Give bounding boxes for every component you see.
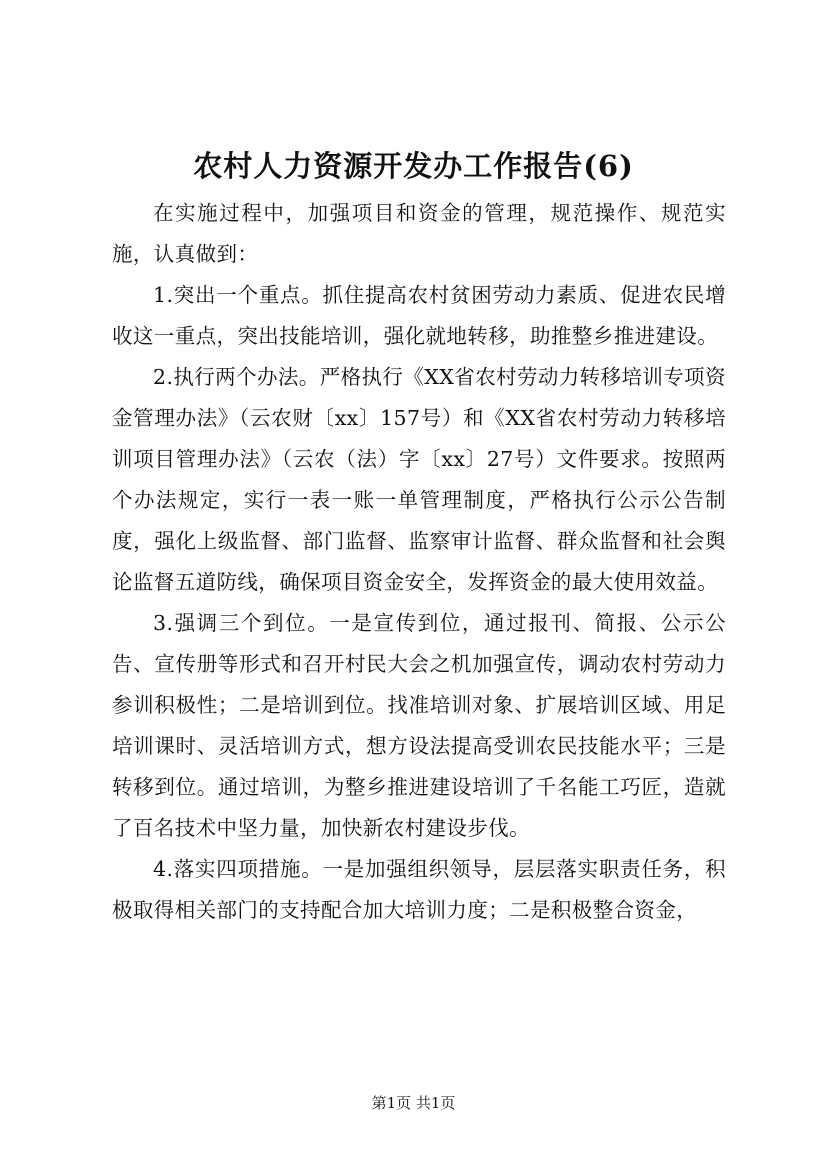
page-number-footer: 第1页 共1页 <box>371 1094 456 1112</box>
paragraph-item-4: 4.落实四项措施。一是加强组织领导，层层落实职责任务，积极取得相关部门的支持配合加大培训力度；二是积极整合资金， <box>112 857 726 922</box>
paragraph-intro: 在实施过程中，加强项目和资金的管理，规范操作、规范实施，认真做到： <box>112 201 726 266</box>
paragraph-item-3: 3.强调三个到位。一是宣传到位，通过报刊、简报、公示公告、宣传册等形式和召开村民大会之机加强宣传，调动农村劳动力参训积极性；二是培训到位。找准培训对象、扩展培训区域、用足培训课时、灵活培训方式，想方设法提高受训农民技能水平；三是转移到位。通过培训，为整乡推进建设培训了千名能工巧匠，造就了百名技术中坚力量，加快新农村建设步伐。 <box>112 611 726 840</box>
document-body <box>112 193 726 931</box>
paragraph-item-1: 1.突出一个重点。抓住提高农村贫困劳动力素质、促进农民增收这一重点，突出技能培训，强化就地转移，助推整乡推进建设。 <box>112 283 726 348</box>
document-title: 农村人力资源开发办工作报告(6) <box>193 149 634 183</box>
paragraph-item-2: 2.执行两个办法。严格执行《XX省农村劳动力转移培训专项资金管理办法》（云农财〔xx〕157号）和《XX省农村劳动力转移培训项目管理办法》（云农（法）字〔xx〕27号）文件要求。按照两个办法规定，实行一表一账一单管理制度，严格执行公示公告制度，强化上级监督、部门监督、监察审计监督、群众监督和社会舆论监督五道防线，确保项目资金安全，发挥资金的最大使用效益。 <box>112 365 726 594</box>
